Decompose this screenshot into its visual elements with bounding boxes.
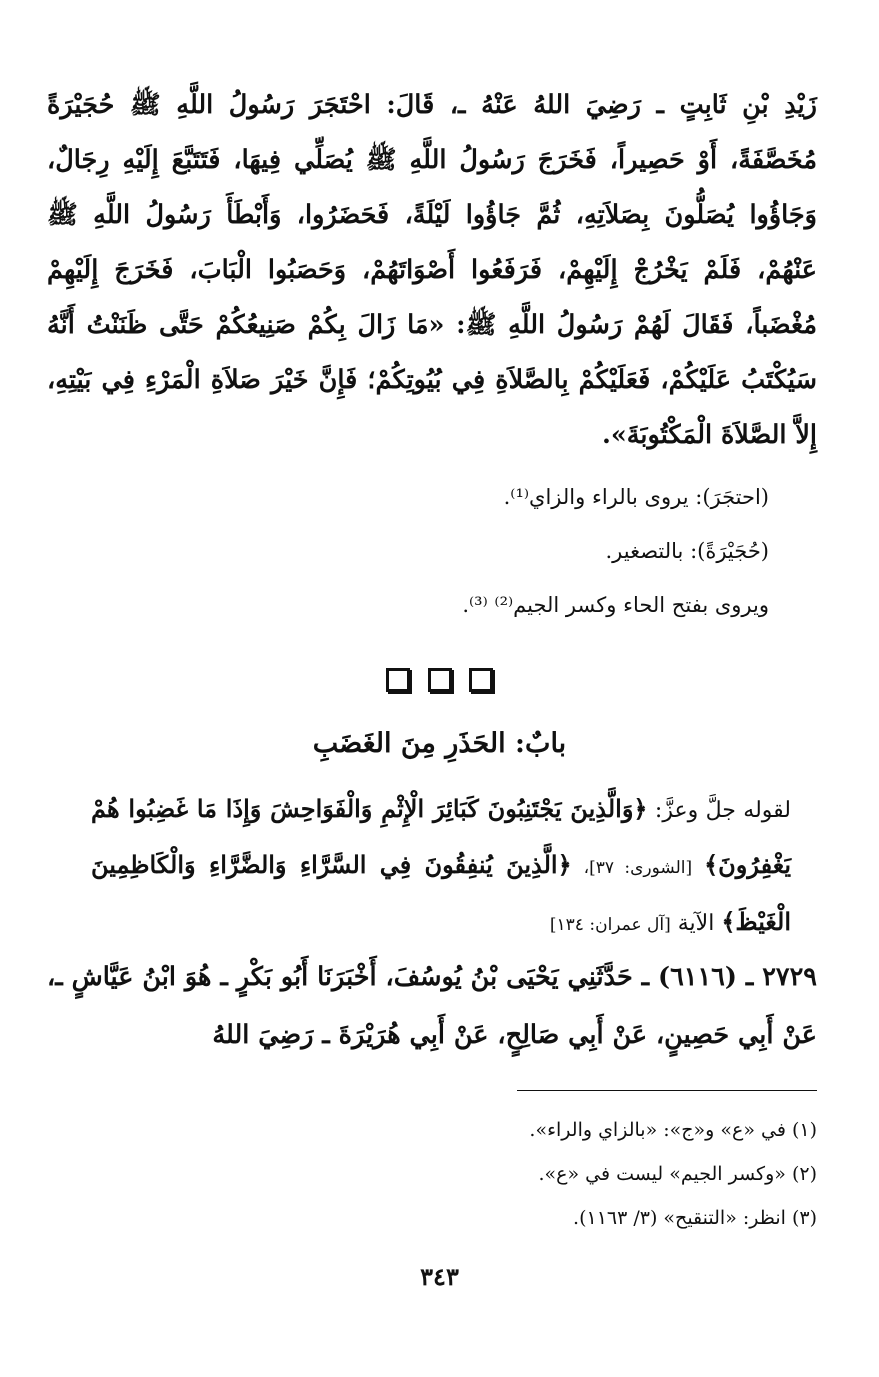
footnote-divider (517, 1090, 817, 1091)
verse-quote-2: ﴿الَّذِينَ يُنفِقُونَ فِي السَّرَّاءِ وَالضَّرَّاءِ وَالْكَاظِمِينَ الْغَيْظَ﴾ (91, 850, 791, 936)
square-ornament-icon (386, 668, 410, 692)
verse-ref-1: [الشورى: ٣٧]، (583, 858, 693, 878)
chapter-title: بابٌ: الحَذَرِ مِنَ الغَضَبِ (312, 728, 567, 759)
verse-quote-1: ﴿وَالَّذِينَ يَجْتَنِبُونَ كَبَائِرَ الْإِثْمِ وَالْفَوَاحِشَ وَإِذَا مَا غَضِبُوا هُمْ يَغْفِرُونَ﴾ (91, 794, 792, 879)
section-separator-icon (0, 668, 879, 698)
verse-ref-2: [آل عمران: ١٣٤] (549, 915, 671, 935)
page-number: ٣٤٣ (420, 1262, 459, 1291)
explanatory-notes (69, 470, 769, 632)
hadith-text-top: زَيْدِ بْنِ ثَابِتٍ ـ رَضِيَ اللهُ عَنْهُ ـ، قَالَ: احْتَجَرَ رَسُولُ اللَّهِ ﷺ حُجَيْرَةً مُخَصَّفَةً، أَوْ حَصِيراً، فَخَرَجَ رَسُولُ اللَّهِ ﷺ يُصَلِّي فِيهَا، فَتَتَبَّعَ إِلَيْهِ رِجَالٌ، وَجَاؤُوا يُصَلُّونَ بِصَلاَتِهِ، ثُمَّ جَاؤُوا لَيْلَةً، فَحَضَرُوا، وَأَبْطَأَ رَسُولُ اللَّهِ ﷺ عَنْهُمْ، فَلَمْ يَخْرُجْ إِلَيْهِمْ، فَرَفَعُوا أَصْوَاتَهُمْ، وَحَصَبُوا الْبَابَ، فَخَرَجَ إِلَيْهِمْ مُغْضَباً، فَقَالَ لَهُمْ رَسُولُ اللَّهِ ﷺ: «مَا زَالَ بِكُمْ صَنِيعُكُمْ حَتَّى ظَنَنْتُ أَنَّهُ سَيُكْتَبُ عَلَيْكُمْ، فَعَلَيْكُمْ بِالصَّلاَةِ فِي بُيُوتِكُمْ؛ فَإِنَّ خَيْرَ صَلاَةِ الْمَرْءِ فِي بَيْتِهِ، إِلاَّ الصَّلاَةَ الْمَكْتُوبَةَ». (47, 90, 817, 450)
verse-tail: الآية (677, 911, 715, 936)
quran-citation (91, 782, 791, 952)
hadith-text-bottom: ٢٧٢٩ ـ (٦١١٦) ـ حَدَّثَنِي يَحْيَى بْنُ يُوسُفَ، أَخْبَرَنَا أَبُو بَكْرٍ ـ هُوَ ابْنُ عَيَّاشٍ ـ، عَنْ أَبِي حَصِينٍ، عَنْ أَبِي صَالِحٍ، عَنْ أَبِي هُرَيْرَةَ ـ رَضِيَ اللهُ (47, 962, 818, 1050)
note-line: ويروى بفتح الحاء وكسر الجيم⁽²⁾ ⁽³⁾. (462, 593, 769, 617)
square-ornament-icon (469, 668, 493, 692)
note-line: (احتجَرَ): يروى بالراء والزاي⁽¹⁾. (503, 485, 769, 509)
footnote-line: (٣) انظر: «التنقيح» (٣/ ١١٦٣). (573, 1207, 817, 1229)
footnote-line: (٢) «وكسر الجيم» ليست في «ع». (538, 1163, 817, 1185)
note-line: (حُجَيْرَةً): بالتصغير. (605, 539, 769, 563)
square-ornament-icon (428, 668, 452, 692)
footnotes (117, 1108, 817, 1240)
verse-intro: لقوله جلَّ وعزَّ: (654, 798, 792, 823)
footnote-line: (١) في «ع» و«ج»: «بالزاي والراء». (529, 1119, 817, 1141)
